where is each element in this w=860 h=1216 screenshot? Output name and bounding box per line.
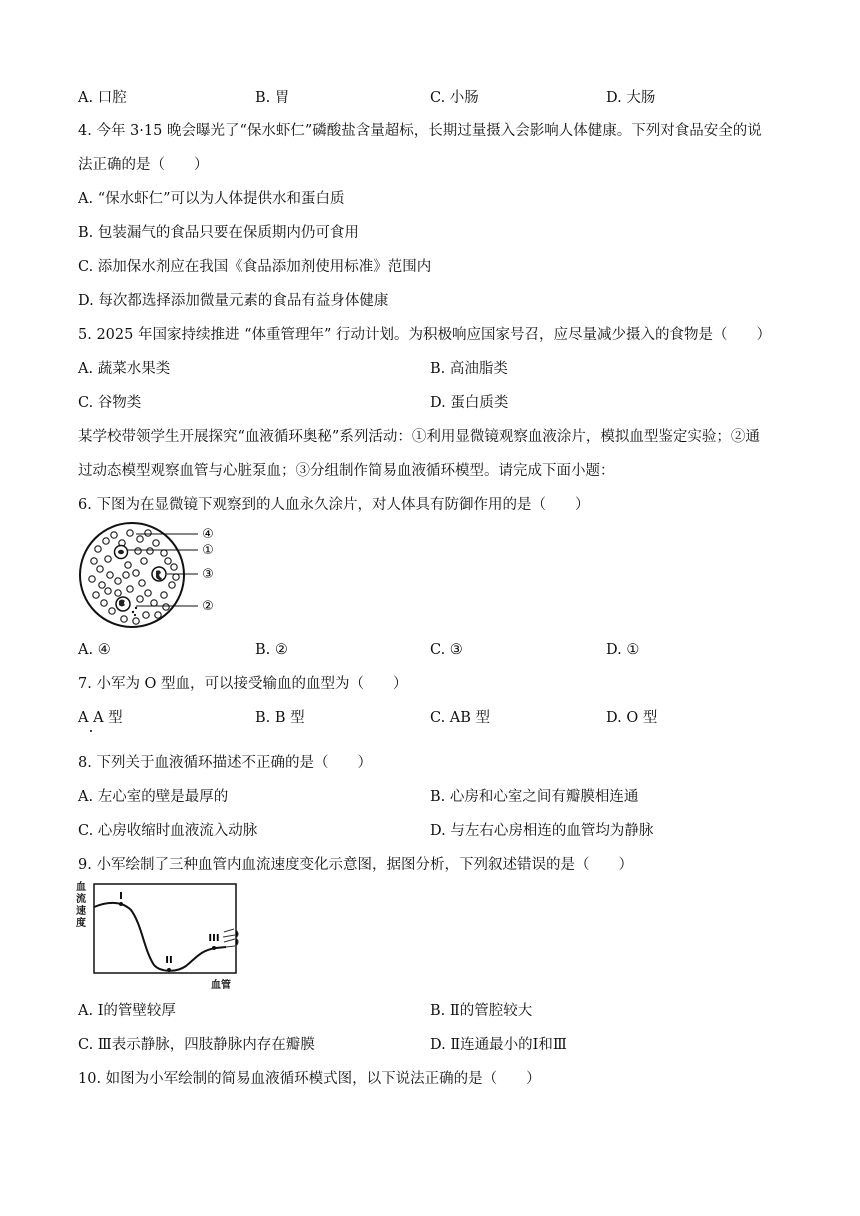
red-blood-cell	[153, 540, 159, 546]
red-blood-cell	[141, 558, 147, 564]
q7-option-a: A A 型	[78, 710, 123, 726]
red-blood-cell	[125, 562, 131, 568]
red-blood-cell	[137, 596, 143, 602]
q4-stem-line2: 法正确的是（ ）	[78, 157, 209, 173]
q5-option-b: B. 高油脂类	[430, 361, 508, 377]
q9-option-d: D. Ⅱ连通最小的Ⅰ和Ⅲ	[430, 1037, 567, 1053]
q6-option-b: B. ②	[255, 642, 288, 658]
blood-smear-figure	[78, 519, 238, 631]
red-blood-cell	[171, 564, 177, 570]
label-2: ②	[202, 599, 214, 614]
q7-stem: 7. 小军为 O 型血，可以接受输血的血型为（ ）	[78, 676, 408, 692]
red-blood-cell	[165, 558, 171, 564]
red-blood-cell	[105, 588, 111, 594]
q7-option-c: C. AB 型	[430, 710, 491, 726]
red-blood-cell	[145, 530, 151, 536]
red-blood-cell	[123, 572, 129, 578]
q8-option-b: B. 心房和心室之间有瓣膜相连通	[430, 789, 639, 805]
q3-option-a: A. 口腔	[78, 90, 127, 106]
q5-stem: 5. 2025 年国家持续推进 “体重管理年” 行动计划。为积极响应国家号召，应尽量减少摄入的食物是（ ）	[78, 327, 771, 343]
q9-option-b: B. Ⅱ的管腔较大	[430, 1003, 533, 1019]
red-blood-cell	[147, 548, 153, 554]
white-blood-cell	[116, 597, 130, 611]
red-blood-cell	[89, 576, 95, 582]
red-blood-cell	[151, 600, 157, 606]
red-blood-cell	[139, 580, 145, 586]
red-blood-cell	[97, 566, 103, 572]
blood-flow-figure	[76, 880, 266, 992]
q9-stem: 9. 小军绘制了三种血管内血流速度变化示意图，据图分析，下列叙述错误的是（ ）	[78, 857, 633, 873]
flow-velocity-curve	[94, 903, 226, 971]
point-label-1: I	[119, 891, 123, 902]
q5-option-d: D. 蛋白质类	[430, 395, 509, 411]
label-3: ③	[202, 567, 214, 582]
q7-option-d: D. O 型	[606, 710, 658, 726]
q4-option-b: B. 包装漏气的食品只要在保质期内仍可食用	[78, 225, 359, 241]
red-blood-cell	[109, 608, 115, 614]
q8-stem: 8. 下列关于血液循环描述不正确的是（ ）	[78, 755, 372, 771]
q9-option-a: A. Ⅰ的管壁较厚	[78, 1003, 176, 1019]
red-blood-cell	[173, 574, 179, 580]
q7-option-b: B. B 型	[255, 710, 305, 726]
q4-option-c: C. 添加保水剂应在我国《食品添加剂使用标准》范围内	[78, 259, 432, 275]
white-blood-cell	[115, 546, 128, 559]
q3-option-d: D. 大肠	[606, 90, 656, 106]
q5-option-c: C. 谷物类	[78, 395, 142, 411]
red-blood-cell	[95, 546, 101, 552]
red-blood-cell	[169, 582, 175, 588]
red-blood-cell	[101, 600, 107, 606]
red-blood-cell	[105, 556, 111, 562]
q10-stem: 10. 如图为小军绘制的简易血液循环模式图，以下说法正确的是（ ）	[78, 1071, 541, 1087]
red-blood-cell	[107, 572, 113, 578]
q8-option-c: C. 心房收缩时血液流入动脉	[78, 823, 258, 839]
point-label-2: II	[165, 955, 173, 966]
label-1: ①	[202, 543, 214, 558]
q4-stem-line1: 4. 今年 3·15 晚会曝光了“保水虾仁”磷酸盐含量超标，长期过量摄入会影响人体健康。下列对食品安全的说	[78, 123, 762, 139]
red-blood-cell	[137, 536, 143, 542]
red-blood-cell	[127, 586, 133, 592]
white-blood-cell	[152, 567, 166, 581]
q4-option-d: D. 每次都选择添加微量元素的食品有益身体健康	[78, 293, 389, 309]
label-4: ④	[202, 527, 214, 542]
red-blood-cell	[133, 618, 139, 624]
y-axis-label: 血流速度	[76, 882, 86, 929]
red-blood-cell	[103, 538, 109, 544]
q8-option-a: A. 左心室的壁是最厚的	[78, 789, 229, 805]
red-blood-cell	[127, 530, 133, 536]
q8-option-d: D. 与左右心房相连的血管均为静脉	[430, 823, 654, 839]
red-blood-cell	[133, 570, 139, 576]
red-blood-cell	[93, 592, 99, 598]
intro-line1: 某学校带领学生开展探究“血液循环奥秘”系列活动：①利用显微镜观察血液涂片，模拟血型鉴定实验；②通	[78, 429, 760, 445]
point-label-3: III	[208, 933, 220, 944]
q3-option-b: B. 胃	[255, 90, 290, 106]
red-blood-cell	[91, 558, 97, 564]
red-blood-cell	[99, 582, 105, 588]
red-blood-cell	[161, 592, 167, 598]
red-blood-cell	[145, 590, 151, 596]
red-blood-cell	[121, 616, 127, 622]
q5-option-a: A. 蔬菜水果类	[78, 361, 171, 377]
red-blood-cell	[161, 550, 167, 556]
stray-dot	[90, 730, 92, 732]
q6-option-c: C. ③	[430, 642, 463, 658]
red-blood-cell	[163, 604, 169, 610]
red-blood-cell	[155, 612, 161, 618]
red-blood-cell	[115, 590, 121, 596]
intro-line2: 过动态模型观察血管与心脏泵血；③分组制作简易血液循环模型。请完成下面小题：	[78, 463, 615, 479]
q6-option-d: D. ①	[606, 642, 640, 658]
q9-option-c: C. Ⅲ表示静脉，四肢静脉内存在瓣膜	[78, 1037, 315, 1053]
red-blood-cell	[135, 548, 141, 554]
red-blood-cell	[143, 612, 149, 618]
red-blood-cell	[111, 532, 117, 538]
red-blood-cell	[115, 578, 121, 584]
q4-option-a: A. “保水虾仁”可以为人体提供水和蛋白质	[78, 191, 345, 207]
q3-option-c: C. 小肠	[430, 90, 479, 106]
x-axis-label: 血管	[211, 980, 231, 991]
q6-stem: 6. 下图为在显微镜下观察到的人血永久涂片，对人体具有防御作用的是（ ）	[78, 497, 590, 513]
q6-option-a: A. ④	[78, 642, 111, 658]
